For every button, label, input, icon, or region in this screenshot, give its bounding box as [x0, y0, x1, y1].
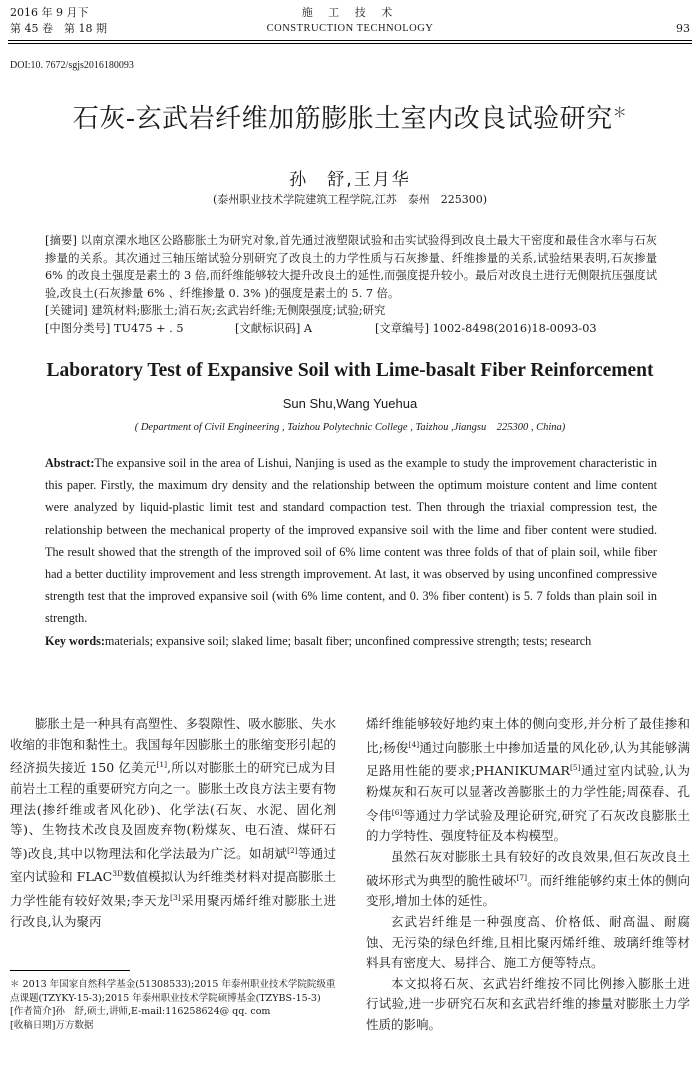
keywords-cn [45, 302, 657, 320]
journal-name [0, 6, 700, 36]
header-rule [8, 40, 692, 41]
journal-name-en: CONSTRUCTION TECHNOLOGY [266, 23, 434, 34]
keywords-en: Key words:materials; expansive soil; slaked lime; basalt fiber; unconfined compressive strength; tests; research [45, 633, 592, 648]
body-paragraph: 玄武岩纤维是一种强度高、价格低、耐高温、耐腐蚀、无污染的绿色纤维,且相比聚丙烯纤维、玻璃纤维等材料具有密度大、易拌合、施工方便等特点。 [366, 913, 690, 971]
abstract-en-text: The expansive soil in the area of Lishui, Nanjing is used as the example to study the improvement characteristic in this paper. Firstly, the maximum dry density and the relationship between the optimum moisture content and lime content were analyzed by liquid-plastic limit test and standard compaction test. Then through the triaxial compression test, the relationship between the mechanical property of the improved expansive soil with the lime and fiber content were studied. The result showed that the strength of the improved soil of 6% lime content was three folds of that of plain soil, while fiber had a better ductility improvement and less strength improvement. At last, it was observed by using unconfined compressive strength test that the improved expansive soil (with 6% lime content, and 0. 3% fiber content) is 5. 7 folds than plain soil in strength. [45, 456, 657, 626]
body-column-right [366, 714, 690, 1036]
issue-date: 2016 年 9 月下 [10, 6, 89, 19]
body-text: 。而纤维能够约束土体的侧向变形,增加土体的延性。 [366, 872, 690, 909]
citation-ref: [4] [408, 739, 420, 749]
citation-ref: [6] [391, 807, 403, 817]
received-label: [收稿日期] [10, 1019, 56, 1031]
article-no-label: [文章编号] [375, 321, 430, 335]
abstract-en-label: Abstract [45, 456, 91, 470]
footnote [10, 978, 340, 1032]
clc-field [45, 320, 235, 338]
abstract-cn-label: [摘要] [45, 234, 77, 247]
body-text: 虽然石灰对膨胀土具有较好的改良效果,但石灰改良土破坏形式为典型的脆性破坏 [366, 849, 690, 888]
body-text: 通过室内试验,认为粉煤灰和石灰可以显著改善膨胀土的力学性能;周葆春、孔令伟 [366, 763, 690, 823]
citation-ref: [3] [170, 893, 181, 903]
author-bio-label: [作者简介] [10, 1006, 56, 1017]
page-number: 93 [676, 22, 690, 35]
clc-label: [中图分类号] [45, 321, 111, 335]
abstract-cn [45, 232, 657, 337]
abstract-en-body: Abstract:The expansive soil in the area of Lishui, Nanjing is used as the example to study the improvement characteristic in this paper. Firstly, the maximum dry density and the relationship between the optimum moisture content and lime content were analyzed by liquid-plastic limit test and standard compaction test. Then through the triaxial compression test, the relationship between the mechanical property of the improved expansive soil with the lime and fiber content were studied. The result showed that the strength of the improved soil of 6% lime content was three folds of that of plain soil, while fiber had a better ductility improvement and less strength improvement. At last, it was observed by using unconfined compressive strength test that the improved expansive soil (with 6% lime content, and 0. 3% fiber content) is 5. 7 folds than plain soil in strength. [45, 456, 657, 626]
abstract-cn-text: 以南京溧水地区公路膨胀土为研究对象,首先通过液塑限试验和击实试验得到改良土最大干密度和最佳含水率与石灰掺量的关系。其次通过三轴压缩试验分别研究了改良土的力学性质与石灰掺量、纤维掺量的关系,试验结果表明,石灰掺量 6% 的改良土强度是素土的 3 倍,而纤维能够较大提升改良土的延性,而强度提升较小。最后对改良土进行无侧限抗压强度试验,改良土(石灰掺量 6% 、纤维掺量 0. 3% )的强度是素土的 5. 7 倍。 [45, 234, 657, 300]
volume-issue: 第 45 卷 第 18 期 [10, 22, 107, 35]
paper-title-en: Laboratory Test of Expansive Soil with Lime-basalt Fiber Reinforcement [46, 360, 654, 381]
article-no-field [375, 320, 597, 338]
doc-code-value: A [303, 321, 313, 335]
abstract-en [45, 452, 657, 652]
doi: DOI:10. 7672/sgjs2016180093 [10, 60, 134, 71]
watermark-text: 万方数据 [55, 1019, 94, 1031]
keywords-en-text: materials; expansive soil; slaked lime; basalt fiber; unconfined compressive strength; tests; research [104, 633, 592, 648]
body-paragraph [366, 714, 690, 847]
received-date [10, 1019, 340, 1033]
authors-en: Sun Shu,Wang Yuehua [282, 396, 418, 411]
body-text: 采用聚丙烯纤维对膨胀土进行改良,认为聚丙 [10, 893, 336, 929]
body-paragraph [366, 847, 690, 912]
header-rule-thin [8, 43, 692, 44]
body-text: 数值模拟认为纤维类材料对提高膨胀土力学性能有较好效果;李天龙 [10, 869, 336, 909]
citation-ref: [5] [569, 763, 581, 773]
superscript-3d: 3D [112, 869, 124, 879]
clc-value: TU475 + . 5 [113, 321, 184, 335]
abstract-cn-body [45, 232, 657, 302]
affiliation-en: ( Department of Civil Engineering , Taizhou Polytechnic College , Taizhou ,Jiangsu 225300 , China) [134, 422, 566, 433]
citation-ref: [7] [516, 872, 528, 882]
paper-title-cn [0, 98, 700, 135]
doc-code-field [235, 320, 375, 338]
article-no-value: 1002-8498(2016)18-0093-03 [432, 321, 597, 335]
body-paragraph [10, 714, 336, 933]
body-text: 通过向膨胀土中掺加适量的风化砂,认为其能够满足路用性能的要求;PHANIKUMAR [366, 739, 690, 779]
citation-ref: [1] [156, 760, 168, 770]
keywords-en-label: Key words [45, 633, 101, 648]
funding-note: ＊ 2013 年国家自然科学基金(51308533);2015 年泰州职业技术学院院级重点课题(TZYKY-15-3);2015 年泰州职业技术学院硕博基金(TZYBS-15-3) [10, 979, 336, 1004]
classification-row [45, 320, 657, 338]
author-bio [10, 1005, 340, 1019]
citation-ref: [2] [287, 845, 298, 855]
doc-code-label: [文献标识码] [235, 321, 301, 335]
body-text: 等通过室内试验和 FLAC [10, 845, 336, 885]
author-bio-text: 孙 舒,硕士,讲师,E-mail:116258624@ qq. com [55, 1006, 271, 1017]
affiliation-cn: (泰州职业技术学院建筑工程学院,江苏 泰州 225300) [212, 193, 488, 206]
footnote-rule [10, 970, 130, 971]
body-text: 烯纤维能够较好地约束土体的侧向变形,并分析了最佳掺和比;杨俊 [366, 716, 690, 755]
journal-name-cn: 施 工 技 术 [301, 6, 399, 19]
body-text: 等通过力学试验及理论研究,研究了石灰改良膨胀土的力学特性、强度特征及本构模型。 [366, 807, 690, 844]
body-text: 膨胀土是一种具有高塑性、多裂隙性、吸水膨胀、失水收缩的非饱和黏性土。我国每年因膨胀土的胀缩变形引起的经济损失接近 150 亿美元 [10, 716, 336, 776]
body-column-left [10, 714, 336, 933]
body-text: ,所以对膨胀土的研究已成为目前岩土工程的重要研究方向之一。膨胀土改良方法主要有物理法(掺纤维或者风化砂)、化学法(石灰、水泥、固化剂等)、生物技术改良及固废弃物(粉煤灰、电石渣、煤矸石等)改良,其中以物理法和化学法最为广泛。如胡斌 [10, 760, 336, 861]
authors-cn: 孙 舒,王月华 [289, 170, 411, 190]
keywords-cn-label: [关键词] [45, 304, 88, 317]
body-paragraph: 本文拟将石灰、玄武岩纤维按不同比例掺入膨胀土进行试验,进一步研究石灰和玄武岩纤维的掺量对膨胀土力学性质的影响。 [366, 975, 690, 1032]
paper-title-cn-text: 石灰-玄武岩纤维加筋膨胀土室内改良试验研究 [72, 104, 613, 134]
keywords-cn-text: 建筑材料;膨胀土;消石灰;玄武岩纤维;无侧限强度;试验;研究 [91, 304, 386, 317]
title-footnote-mark: ＊ [612, 105, 628, 122]
